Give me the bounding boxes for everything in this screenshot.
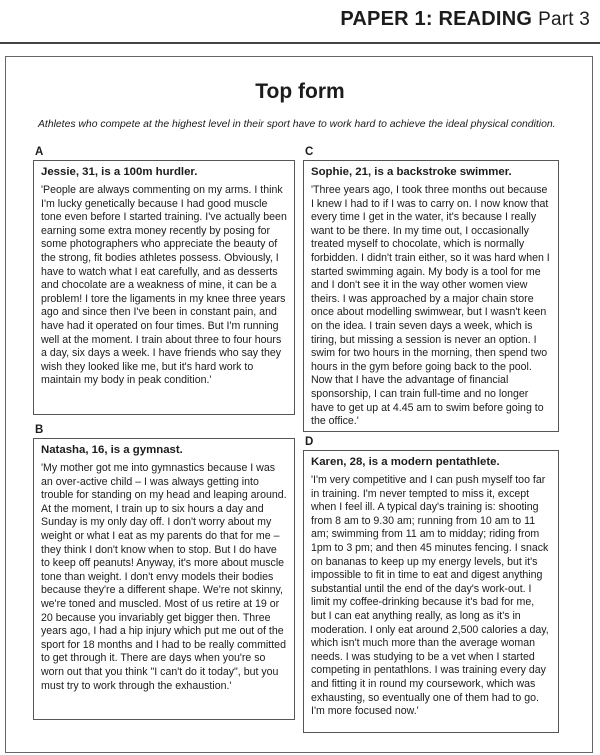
section-c-box — [303, 160, 559, 432]
part-label: Part 3 — [538, 9, 590, 30]
section-a-heading: Jessie, 31, is a 100m hurdler. — [41, 166, 198, 178]
page-header — [340, 8, 590, 31]
section-b-letter: B — [35, 424, 44, 436]
section-d-letter: D — [305, 436, 314, 448]
section-d-box — [303, 450, 559, 733]
section-c-text: 'Three years ago, I took three months out because I knew I had to if I was to carry on. I now know that every time I get in the water, it's because I really want to be there. In my time out, I occasionally treated myself to chocolate, which is normally forbidden. I didn't train either, so it was hard when I started swimming again. My body is a tool for me and I don't see it in the way other women view theirs. I was approached by a major chain store once about modelling swimwear, but I wasn't keen on the idea. I train seven days a week, which is tiring, but missing a session is never an option. I swim for two hours in the morning, then spend two hours in the gym before going back to the pool. Now that I have the advantage of financial sponsorship, I can train full-time and no longer have to get up at 4.45 am to swim before going to the office.' — [311, 184, 550, 428]
article-intro: Athletes who compete at the highest level in their sport have to work hard to achieve the ideal physical condition. — [38, 119, 556, 130]
section-b-box — [33, 438, 295, 720]
header-rule — [0, 42, 600, 44]
section-b-text: 'My mother got me into gymnastics because I was an over-active child – I was always getting into trouble for standing on my head and leaping around. At the moment, I train up to six hours a day and Sunday is my only day off. I don't worry about my weight or what I eat as my parents do that for me – they think I don't know when to stop. But I do have to keep off peanuts! Anyway, it's more about muscle tone than weight. I don't envy models their bodies because they're a different shape. We're not skinny, we're toned and muscled. Most of us retire at 19 or 20 because you invariably get bigger then. Three years ago, I had a hip injury which put me out of the sport for 18 months and I had to be really committed to get through it. There are days when you're so worn out that you think "I can't do it today", but you must try to work through the exhaustion.' — [41, 462, 287, 692]
section-c-heading: Sophie, 21, is a backstroke swimmer. — [311, 166, 512, 178]
section-b-heading: Natasha, 16, is a gymnast. — [41, 444, 183, 456]
section-d-heading: Karen, 28, is a modern pentathlete. — [311, 456, 500, 468]
paper-label: PAPER 1: READING — [340, 8, 533, 30]
section-a-text: 'People are always commenting on my arms. I think I'm lucky genetically because I had good muscle tone even before I started training. I've actually been earning some extra money recently by posing for some photographers who appreciate the beauty of the strong, fit bodies athletes possess. Obviously, I have to watch what I eat carefully, and as desserts and chocolate are a weakness of mine, it can be a problem! I tore the ligaments in my knee three years ago and since then I've been in constant pain, and have had it operated on four times. But I'm running well at the moment. I train about three to four hours a day, six days a week. I have friends who say they wish they looked like me, but it's hard work to maintain my body in peak condition.' — [41, 184, 287, 387]
section-a-letter: A — [35, 146, 44, 158]
section-d-text: 'I'm very competitive and I can push myself too far in training. I'm never tempted to miss it, except when I feel ill. A typical day's training is: shooting from 8 am to 9.30 am; running from 10 am to 11 am; swimming from 11 am to midday; riding from 1pm to 3 pm; and then 45 minutes fencing. I snack on bananas to keep up my energy levels, but it's impossible to fit in time to eat and digest anything substantial until the end of the day's work-out. I limit my coffee-drinking because it's bad for me, but I can eat anything really, as long as it's in moderation. I only eat around 2,500 calories a day, which isn't much more than the average woman needs. I was studying to be a vet when I started competing in pentathlons. I was training every day and fitting it in round my coursework, which was exhausting, so eventually one of them had to go. I'm more focused now.' — [311, 474, 549, 718]
section-a-box — [33, 160, 295, 415]
section-c-letter: C — [305, 146, 314, 158]
article-title: Top form — [255, 80, 345, 103]
